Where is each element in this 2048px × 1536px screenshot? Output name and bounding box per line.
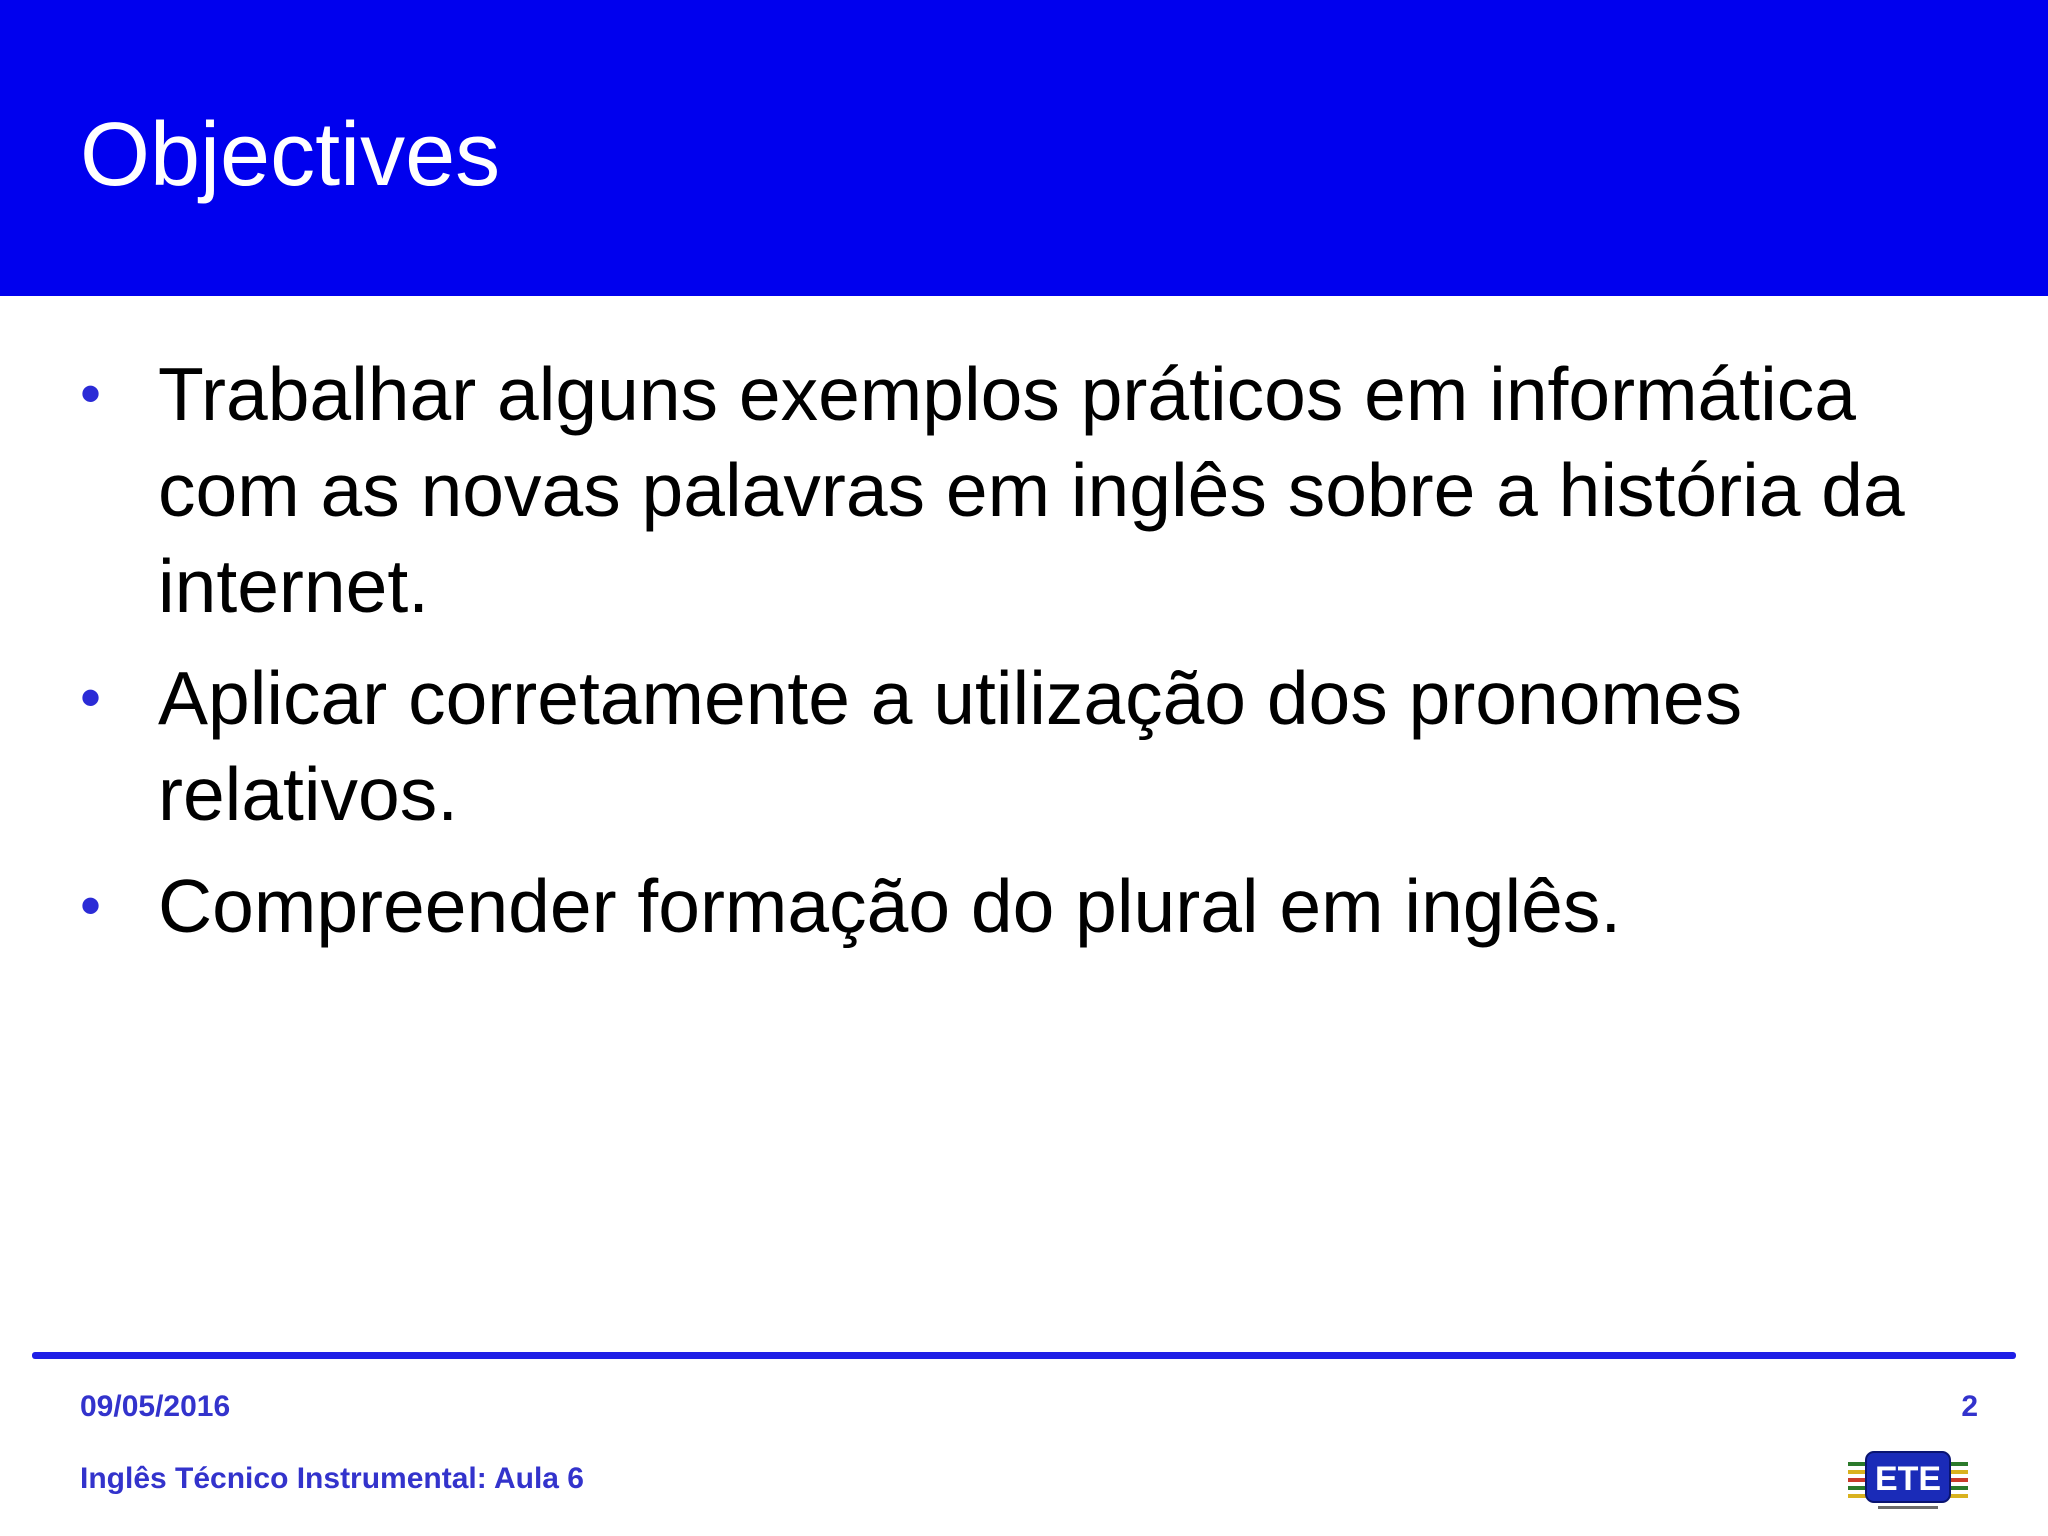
page-number: 2 xyxy=(1961,1390,1978,1423)
logo-text: ETE xyxy=(1874,1460,1942,1498)
bullet-text: Compreender formação do plural em inglês. xyxy=(158,864,1622,948)
bullet-item xyxy=(80,858,2000,954)
slide-title: Objectives xyxy=(80,105,501,205)
bullet-item xyxy=(80,650,2000,842)
bullet-dot-icon: • xyxy=(80,664,102,731)
bullet-text: Trabalhar alguns exemplos práticos em informática com as novas palavras em inglês sobre a história da internet. xyxy=(158,352,1905,628)
bullet-dot-icon: • xyxy=(80,360,102,427)
bullet-list xyxy=(80,346,2000,970)
bullet-text: Aplicar corretamente a utilização dos pronomes relativos. xyxy=(158,656,1743,836)
ete-logo xyxy=(1848,1448,1968,1514)
footer-date: 09/05/2016 xyxy=(80,1390,231,1423)
bullet-item xyxy=(80,346,2000,634)
bullet-dot-icon: • xyxy=(80,872,102,939)
course-title: Inglês Técnico Instrumental: Aula 6 xyxy=(80,1462,584,1495)
footer-divider xyxy=(32,1352,2016,1359)
title-banner xyxy=(0,0,2048,296)
